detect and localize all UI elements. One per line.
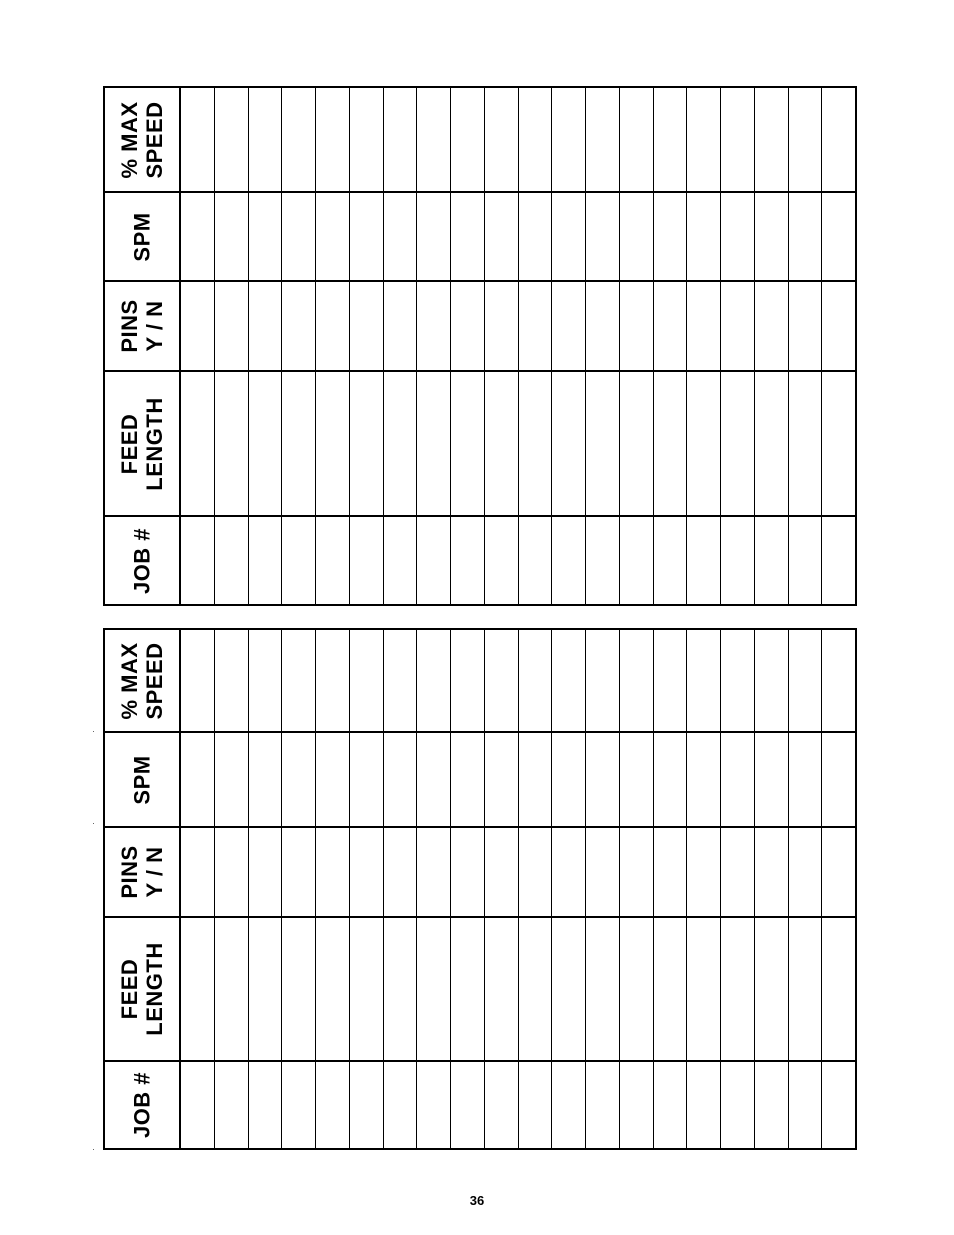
entry-cell[interactable] [519,733,553,826]
margin-mark [93,731,94,732]
entry-cell[interactable] [350,282,384,370]
entry-cell[interactable] [586,630,620,731]
entry-cell[interactable] [451,88,485,191]
entry-cell[interactable] [181,630,215,731]
entry-cell[interactable] [721,88,755,191]
row-spm [105,731,855,826]
entry-cell[interactable] [451,193,485,280]
entry-cell[interactable] [485,733,519,826]
entry-cell[interactable] [215,193,249,280]
entry-cell[interactable] [552,828,586,916]
entry-cell[interactable] [687,282,721,370]
page-number: 36 [469,1193,485,1208]
row-pins [105,826,855,916]
entry-cell[interactable] [350,828,384,916]
entry-cell[interactable] [620,733,654,826]
entry-cell[interactable] [215,918,249,1060]
entry-cell[interactable] [249,733,283,826]
entry-cell[interactable] [687,630,721,731]
entry-cell[interactable] [384,828,418,916]
entry-cell[interactable] [654,88,688,191]
entry-cell[interactable] [822,282,855,370]
entry-cell[interactable] [822,918,855,1060]
entry-cell[interactable] [687,733,721,826]
entry-cell[interactable] [687,1062,721,1148]
row-header [105,828,181,916]
entry-cell[interactable] [519,828,553,916]
entry-cell[interactable] [417,918,451,1060]
entry-cell[interactable] [316,918,350,1060]
entry-cell[interactable] [451,1062,485,1148]
entry-cell[interactable] [384,918,418,1060]
entry-cell[interactable] [282,918,316,1060]
entry-cell[interactable] [687,88,721,191]
entry-cell[interactable] [485,630,519,731]
entry-cell[interactable] [282,1062,316,1148]
entry-cell[interactable] [654,372,688,515]
entry-cell[interactable] [721,372,755,515]
entry-cell[interactable] [384,193,418,280]
entry-cell[interactable] [485,193,519,280]
entry-cells[interactable] [181,193,855,280]
entry-cell[interactable] [485,1062,519,1148]
entry-cell[interactable] [249,282,283,370]
entry-cell[interactable] [181,918,215,1060]
entry-cell[interactable] [316,828,350,916]
entry-cells[interactable] [181,88,855,191]
entry-cell[interactable] [417,733,451,826]
entry-cell[interactable] [181,517,215,604]
entry-cell[interactable] [721,630,755,731]
entry-cell[interactable] [654,630,688,731]
entry-cell[interactable] [249,1062,283,1148]
entry-cell[interactable] [384,1062,418,1148]
entry-cell[interactable] [316,282,350,370]
entry-cell[interactable] [350,733,384,826]
entry-cell[interactable] [552,918,586,1060]
entry-cell[interactable] [215,630,249,731]
entry-cell[interactable] [721,918,755,1060]
margin-mark [93,823,94,824]
entry-cell[interactable] [249,828,283,916]
entry-cell[interactable] [215,282,249,370]
entry-cell[interactable] [687,193,721,280]
entry-cell[interactable] [822,88,855,191]
entry-cell[interactable] [620,1062,654,1148]
row-label: JOB # [129,1071,155,1139]
entry-cell[interactable] [282,88,316,191]
entry-cell[interactable] [181,733,215,826]
entry-cell[interactable] [181,282,215,370]
row-header [105,372,181,515]
entry-cell[interactable] [620,193,654,280]
entry-cells[interactable] [181,630,855,731]
entry-cell[interactable] [721,282,755,370]
entry-cell[interactable] [654,517,688,604]
row-feed-length [105,916,855,1060]
entry-cell[interactable] [552,1062,586,1148]
entry-cell[interactable] [586,282,620,370]
entry-cell[interactable] [282,193,316,280]
entry-cell[interactable] [215,88,249,191]
entry-cells[interactable] [181,372,855,515]
entry-cell[interactable] [586,88,620,191]
entry-cell[interactable] [350,517,384,604]
row-pins [105,280,855,370]
entry-cell[interactable] [485,282,519,370]
row-job-number [105,1060,855,1148]
entry-cell[interactable] [417,282,451,370]
entry-cell[interactable] [519,282,553,370]
entry-cell[interactable] [316,1062,350,1148]
entry-cell[interactable] [654,1062,688,1148]
entry-cell[interactable] [249,193,283,280]
entry-cell[interactable] [721,517,755,604]
entry-cell[interactable] [721,193,755,280]
row-header [105,918,181,1060]
row-header [105,282,181,370]
entry-cells[interactable] [181,282,855,370]
entry-cell[interactable] [451,372,485,515]
job-log-table-top [103,86,857,606]
entry-cell[interactable] [485,828,519,916]
row-label: FEED LENGTH [117,942,167,1036]
entry-cell[interactable] [552,193,586,280]
entry-cell[interactable] [316,630,350,731]
entry-cell[interactable] [586,1062,620,1148]
entry-cell[interactable] [350,193,384,280]
entry-cell[interactable] [586,193,620,280]
row-max-speed [105,88,855,191]
entry-cell[interactable] [620,918,654,1060]
row-label: % MAX SPEED [117,100,167,179]
entry-cell[interactable] [384,372,418,515]
entry-cell[interactable] [384,282,418,370]
row-spm [105,191,855,280]
entry-cell[interactable] [586,828,620,916]
row-header [105,193,181,280]
entry-cell[interactable] [755,918,789,1060]
entry-cell[interactable] [755,733,789,826]
row-label: PINS Y / N [117,299,167,353]
entry-cell[interactable] [350,372,384,515]
entry-cell[interactable] [249,918,283,1060]
entry-cells[interactable] [181,828,855,916]
row-label: JOB # [129,527,155,594]
entry-cell[interactable] [822,1062,855,1148]
entry-cell[interactable] [417,517,451,604]
entry-cell[interactable] [586,517,620,604]
entry-cell[interactable] [654,193,688,280]
entry-cell[interactable] [350,918,384,1060]
entry-cell[interactable] [687,918,721,1060]
entry-cell[interactable] [789,630,823,731]
entry-cell[interactable] [485,918,519,1060]
entry-cell[interactable] [755,828,789,916]
entry-cell[interactable] [282,372,316,515]
entry-cell[interactable] [181,828,215,916]
entry-cell[interactable] [350,88,384,191]
entry-cell[interactable] [789,372,823,515]
entry-cell[interactable] [755,372,789,515]
entry-cell[interactable] [215,733,249,826]
row-header [105,88,181,191]
row-label: SPM [129,211,155,262]
entry-cell[interactable] [586,372,620,515]
entry-cell[interactable] [451,733,485,826]
entry-cell[interactable] [215,828,249,916]
entry-cell[interactable] [552,372,586,515]
job-log-table-bottom [103,628,857,1150]
entry-cell[interactable] [451,630,485,731]
row-header [105,733,181,826]
entry-cell[interactable] [181,372,215,515]
entry-cell[interactable] [721,1062,755,1148]
entry-cell[interactable] [282,630,316,731]
entry-cell[interactable] [316,193,350,280]
entry-cells[interactable] [181,1062,855,1148]
entry-cell[interactable] [687,372,721,515]
entry-cell[interactable] [181,1062,215,1148]
entry-cell[interactable] [552,88,586,191]
entry-cell[interactable] [417,1062,451,1148]
entry-cell[interactable] [350,630,384,731]
margin-mark [93,1149,94,1150]
entry-cell[interactable] [789,282,823,370]
entry-cell[interactable] [789,88,823,191]
entry-cell[interactable] [552,733,586,826]
entry-cell[interactable] [215,517,249,604]
entry-cell[interactable] [552,630,586,731]
entry-cell[interactable] [316,517,350,604]
entry-cell[interactable] [620,282,654,370]
entry-cell[interactable] [552,282,586,370]
entry-cell[interactable] [451,918,485,1060]
entry-cell[interactable] [215,1062,249,1148]
entry-cell[interactable] [620,88,654,191]
entry-cell[interactable] [789,733,823,826]
entry-cell[interactable] [755,1062,789,1148]
entry-cell[interactable] [789,828,823,916]
row-header [105,1062,181,1148]
entry-cell[interactable] [417,630,451,731]
entry-cell[interactable] [451,282,485,370]
entry-cell[interactable] [519,630,553,731]
entry-cell[interactable] [350,1062,384,1148]
entry-cell[interactable] [687,517,721,604]
entry-cell[interactable] [519,517,553,604]
entry-cell[interactable] [519,1062,553,1148]
entry-cell[interactable] [721,828,755,916]
entry-cell[interactable] [755,630,789,731]
entry-cell[interactable] [316,88,350,191]
entry-cell[interactable] [789,1062,823,1148]
entry-cell[interactable] [789,517,823,604]
entry-cell[interactable] [822,828,855,916]
entry-cell[interactable] [586,733,620,826]
entry-cell[interactable] [755,193,789,280]
entry-cell[interactable] [215,372,249,515]
entry-cells[interactable] [181,918,855,1060]
entry-cell[interactable] [249,517,283,604]
entry-cell[interactable] [384,517,418,604]
entry-cell[interactable] [519,372,553,515]
entry-cell[interactable] [485,88,519,191]
entry-cell[interactable] [755,517,789,604]
entry-cells[interactable] [181,517,855,604]
row-header [105,517,181,604]
entry-cell[interactable] [552,517,586,604]
entry-cell[interactable] [822,630,855,731]
entry-cell[interactable] [451,828,485,916]
entry-cell[interactable] [822,372,855,515]
row-max-speed [105,630,855,731]
entry-cell[interactable] [822,733,855,826]
entry-cell[interactable] [721,733,755,826]
entry-cell[interactable] [249,88,283,191]
entry-cell[interactable] [519,918,553,1060]
entry-cell[interactable] [181,193,215,280]
entry-cell[interactable] [687,828,721,916]
entry-cells[interactable] [181,733,855,826]
entry-cell[interactable] [485,517,519,604]
entry-cell[interactable] [755,282,789,370]
entry-cell[interactable] [654,828,688,916]
entry-cell[interactable] [282,517,316,604]
entry-cell[interactable] [519,88,553,191]
row-label: PINS Y / N [117,845,167,899]
entry-cell[interactable] [519,193,553,280]
entry-cell[interactable] [384,88,418,191]
entry-cell[interactable] [249,372,283,515]
entry-cell[interactable] [384,733,418,826]
entry-cell[interactable] [654,733,688,826]
entry-cell[interactable] [654,282,688,370]
entry-cell[interactable] [620,828,654,916]
entry-cell[interactable] [181,88,215,191]
entry-cell[interactable] [586,918,620,1060]
row-header [105,630,181,731]
entry-cell[interactable] [822,193,855,280]
entry-cell[interactable] [282,828,316,916]
entry-cell[interactable] [417,88,451,191]
entry-cell[interactable] [451,517,485,604]
entry-cell[interactable] [822,517,855,604]
entry-cell[interactable] [249,630,283,731]
row-label: FEED LENGTH [117,396,167,491]
entry-cell[interactable] [485,372,519,515]
entry-cell[interactable] [384,630,418,731]
row-feed-length [105,370,855,515]
entry-cell[interactable] [417,193,451,280]
entry-cell[interactable] [620,372,654,515]
row-job-number [105,515,855,604]
row-label: % MAX SPEED [117,641,167,720]
entry-cell[interactable] [316,733,350,826]
row-label: SPM [129,754,155,805]
entry-cell[interactable] [755,88,789,191]
entry-cell[interactable] [654,918,688,1060]
entry-cell[interactable] [620,517,654,604]
entry-cell[interactable] [789,918,823,1060]
entry-cell[interactable] [620,630,654,731]
entry-cell[interactable] [417,372,451,515]
entry-cell[interactable] [316,372,350,515]
entry-cell[interactable] [282,282,316,370]
entry-cell[interactable] [417,828,451,916]
entry-cell[interactable] [282,733,316,826]
entry-cell[interactable] [789,193,823,280]
